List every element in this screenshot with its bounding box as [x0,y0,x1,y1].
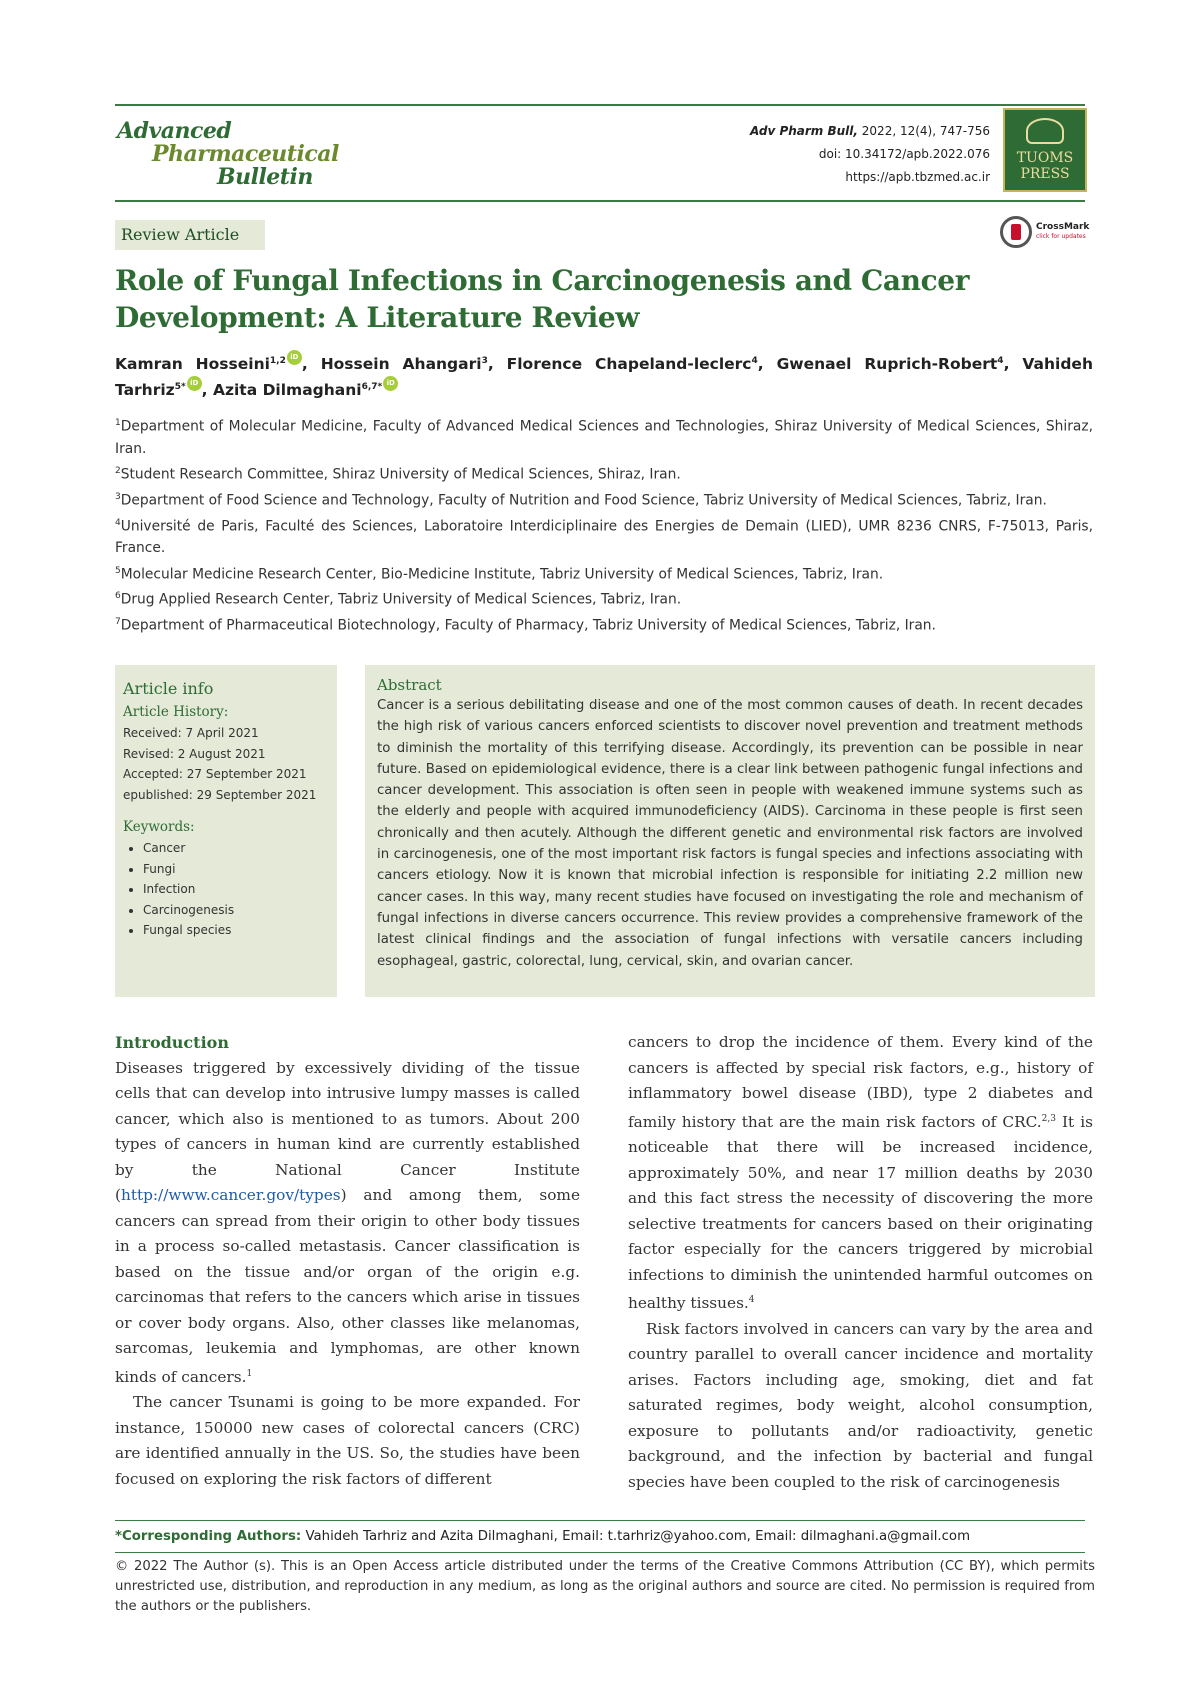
affil-num: 2 [115,466,121,476]
body-column-right [628,1030,1093,1495]
abstract-text: Cancer is a serious debilitating disease and one of the most common causes of death. In recent decades the high risk of various cancers enforced scientists to discover novel prevention and treatment methods to diminish the mortality of this terrifying disease. Accordingly, its prevention can be possible in near future. Based on epidemiological evidence, there is a clear link between pathogenic fungal infections and cancer development. This association is often seen in people with weakened immune systems such as the elderly and people with acquired immunodeficiency (AIDS). Carcinoma in these people is first seen chronically and then acutely. Although the different genetic and environmental risk factors are involved in carcinogenesis, one of the most important risk factors is fungal species and infections associating with cancers etiology. Now it is known that microbial infection is responsible for initiating 2.2 million new cancer cases. In this way, many recent studies have focused on investigating the role and mechanism of fungal infections in diverse cancers occurrence. This review provides a comprehensive framework of the latest clinical findings and the association of fungal infections with versatile cancers including esophageal, gastric, colorectal, lung, cervical, skin, and ovarian cancer. [377,698,1083,969]
affiliation [115,512,1093,560]
abstract-box [365,665,1095,997]
orcid-icon[interactable]: iD [287,350,302,365]
body-column-left [115,1030,580,1492]
affil-num: 1 [115,418,121,428]
tuoms-emblem-icon [1026,118,1064,144]
paragraph: The cancer Tsunami is going to be more expanded. For instance, 150000 new cases of colorectal cancers (CRC) are identified annually in the US. So, the studies have been focused on exploring the risk factors of different [115,1393,580,1488]
header-bottom-rule [115,200,1085,202]
article-type-badge: Review Article [115,220,265,250]
keyword-list [123,838,329,941]
affiliation [115,611,1093,637]
affil-num: 3 [115,491,121,502]
abstract-heading: Abstract [377,676,442,694]
accepted-date: Accepted: 27 September 2021 [123,767,307,781]
nci-link[interactable]: http://www.cancer.gov/types [120,1186,341,1204]
author-name[interactable]: Hossein Ahangari [320,355,482,374]
paragraph-text: ) and among them, some cancers can spread from their origin to other body tissues in a process so-called metastasis. Cancer classification is based on the tissue and/or organ of the origin e.g. carcinomas that refers to the cancers which arise in tissues or cover body organs. Also, other classes like melanomas, sarcomas, leukemia and lymphomas, are other known kinds of cancers. [115,1186,580,1386]
author-affil-sup: 4 [997,356,1004,366]
paragraph-text: It is noticeable that there will be increased incidence, approximately 50%, and near 17 million deaths by 2030 and this fact stress the necessity of discovering the more selective treatments for cancers based on their originating factor especially for the cancers triggered by microbial infections to diminish the unintended harmful outcomes on healthy tissues. [628,1112,1093,1313]
introduction-heading: Introduction [115,1033,229,1052]
affiliation [115,585,1093,611]
publisher-line-1: TUOMS [1016,150,1074,166]
crossmark-icon [1000,216,1032,248]
doi-link[interactable]: doi: 10.34172/apb.2022.076 [818,147,990,161]
affiliation [115,460,1093,486]
affil-text: Molecular Medicine Research Center, Bio-Medicine Institute, Tabriz University of Medical Sciences, Tabriz, Iran. [120,566,884,583]
crossmark-sub: click for updates [1036,233,1086,240]
keywords-heading: Keywords: [123,819,195,835]
author-name[interactable]: Gwenael Ruprich-Robert [776,355,998,374]
keyword: • Fungal species [143,920,329,941]
journal-logo[interactable] [117,120,339,189]
license-text: © 2022 The Author (s). This is an Open Access article distributed under the terms of the Creative Commons Attribution (CC BY), which permits unrestricted use, distribution, and reproduction in any medium, as long as the original authors and source are cited. No permission is required from the authors or the publishers. [115,1559,1095,1614]
affiliation [115,560,1093,586]
journal-url-link[interactable]: https://apb.tbzmed.ac.ir [845,170,990,184]
paragraph-text: Diseases triggered by excessively dividing of the tissue cells that can develop into intrusive lumpy masses is called cancer, which also is mentioned to as tumors. About 200 types of cancers in human kind are currently established by the National Cancer Institute ( [115,1058,580,1204]
keyword: • Cancer [143,838,329,859]
crossmark-button[interactable] [1000,213,1094,251]
crossmark-text [1036,222,1089,242]
affiliation [115,486,1093,512]
author-name[interactable]: Azita Dilmaghani [212,381,362,400]
affil-text: Drug Applied Research Center, Tabriz University of Medical Sciences, Tabriz, Iran. [120,591,682,608]
paragraph: Risk factors involved in cancers can vary by the area and country parallel to overall cancer incidence and mortality arises. Factors including age, smoking, diet and fat saturated regimes, body weight, alcohol consumption, exposure to pollutants and/or radioactivity, genetic background, and the infection by bacterial and fungal species have been coupled to the risk of carcinogenesis [628,1319,1093,1491]
tuoms-press-logo[interactable] [1003,108,1087,192]
affil-num: 7 [115,617,121,628]
citation-ref[interactable]: 4 [748,1295,755,1306]
logo-line-2: Pharmaceutical [152,141,339,167]
logo-line-1: Advanced [117,118,232,144]
citation-line [750,120,990,143]
keyword: • Fungi [143,859,329,880]
paragraph [628,1030,1093,1317]
footer-rule-2 [115,1552,1085,1553]
affiliation [115,412,1093,460]
revised-date: Revised: 2 August 2021 [123,746,266,761]
author-list: Kamran Hosseini$^{1,2}$ iD , Hossein Ahangari$^3$, Florence Chapeland-leclerc$^4$, Gwenael Ruprich-Robert$^4$, Vahideh Tarhriz$^{5*}$ iD , Azita Dilmaghani$^{6,7*}$ iD [115,350,1093,402]
corresponding-authors [115,1527,1095,1547]
citation-ref[interactable]: 1 [246,1368,253,1379]
affil-text: Université de Paris, Faculté des Sciences, Laboratoire Interdiciplinaire des Energies de Demain (LIED), UMR 8236 CNRS, F-75013, Paris, France. [115,518,1093,557]
author-affil-sup: 5* [174,382,186,393]
citation-journal: Adv Pharm Bull, [749,124,858,138]
author-name[interactable]: Florence Chapeland-leclerc [506,355,752,374]
affil-text: Department of Pharmaceutical Biotechnology, Faculty of Pharmacy, Tabriz University of Medical Sciences, Tabriz, Iran. [120,617,936,634]
corr-label: *Corresponding Authors: [115,1529,302,1544]
affil-text: Department of Food Science and Technology, Faculty of Nutrition and Food Science, Tabriz University of Medical Sciences, Tabriz, Iran. [120,492,1047,509]
article-info-box [115,665,337,997]
paragraph [115,1056,580,1391]
affil-text: Student Research Committee, Shiraz University of Medical Sciences, Shiraz, Iran. [120,466,681,483]
author-affil-sup: 3 [481,356,488,366]
header-top-rule [115,104,1085,106]
history-heading: Article History: [123,704,229,720]
citation-volume: 2022, 12(4), 747-756 [857,124,990,138]
crossmark-label: CrossMark [1036,222,1090,232]
logo-line-3: Bulletin [217,164,313,190]
author-affil-sup: 6,7* [361,382,383,393]
article-title: Role of Fungal Infections in Carcinogenesis and Cancer Development: A Literature Review [115,264,970,334]
author-name[interactable]: Kamran Hosseini [115,355,270,374]
orcid-icon[interactable]: iD [383,376,398,391]
citation-block [750,120,990,189]
article-info-heading: Article info [123,679,214,698]
footer-rule [115,1520,1085,1521]
keyword: • Carcinogenesis [143,900,329,921]
corr-text: Vahideh Tarhriz and Azita Dilmaghani, Email: t.tarhriz@yahoo.com, Email: dilmaghani.a@gmail.com [301,1529,971,1544]
affil-num: 5 [115,565,121,576]
publisher-line-2: PRESS [1020,166,1070,182]
keyword: • Infection [143,879,329,900]
paragraph-text: cancers to drop the incidence of them. Every kind of the cancers is affected by special risk factors, e.g., history of inflammatory bowel disease (IBD), type 2 diabetes and family history that are the main risk factors of CRC. [628,1033,1093,1131]
author-affil-sup: 4 [751,356,758,366]
orcid-icon[interactable]: iD [187,376,202,391]
received-date: Received: 7 April 2021 [123,726,259,740]
epublished-date: epublished: 29 September 2021 [123,787,317,802]
affil-text: Department of Molecular Medicine, Faculty of Advanced Medical Sciences and Technologies, Shiraz University of Medical Sciences, Shiraz, Iran. [115,418,1093,457]
affil-num: 4 [115,517,121,528]
author-name[interactable]: Vahideh Tarhriz [115,355,1093,400]
author-affil-sup: 1,2 [269,356,286,366]
affil-num: 6 [115,591,121,602]
affiliation-list [115,412,1093,637]
citation-ref[interactable]: 2,3 [1041,1113,1056,1124]
